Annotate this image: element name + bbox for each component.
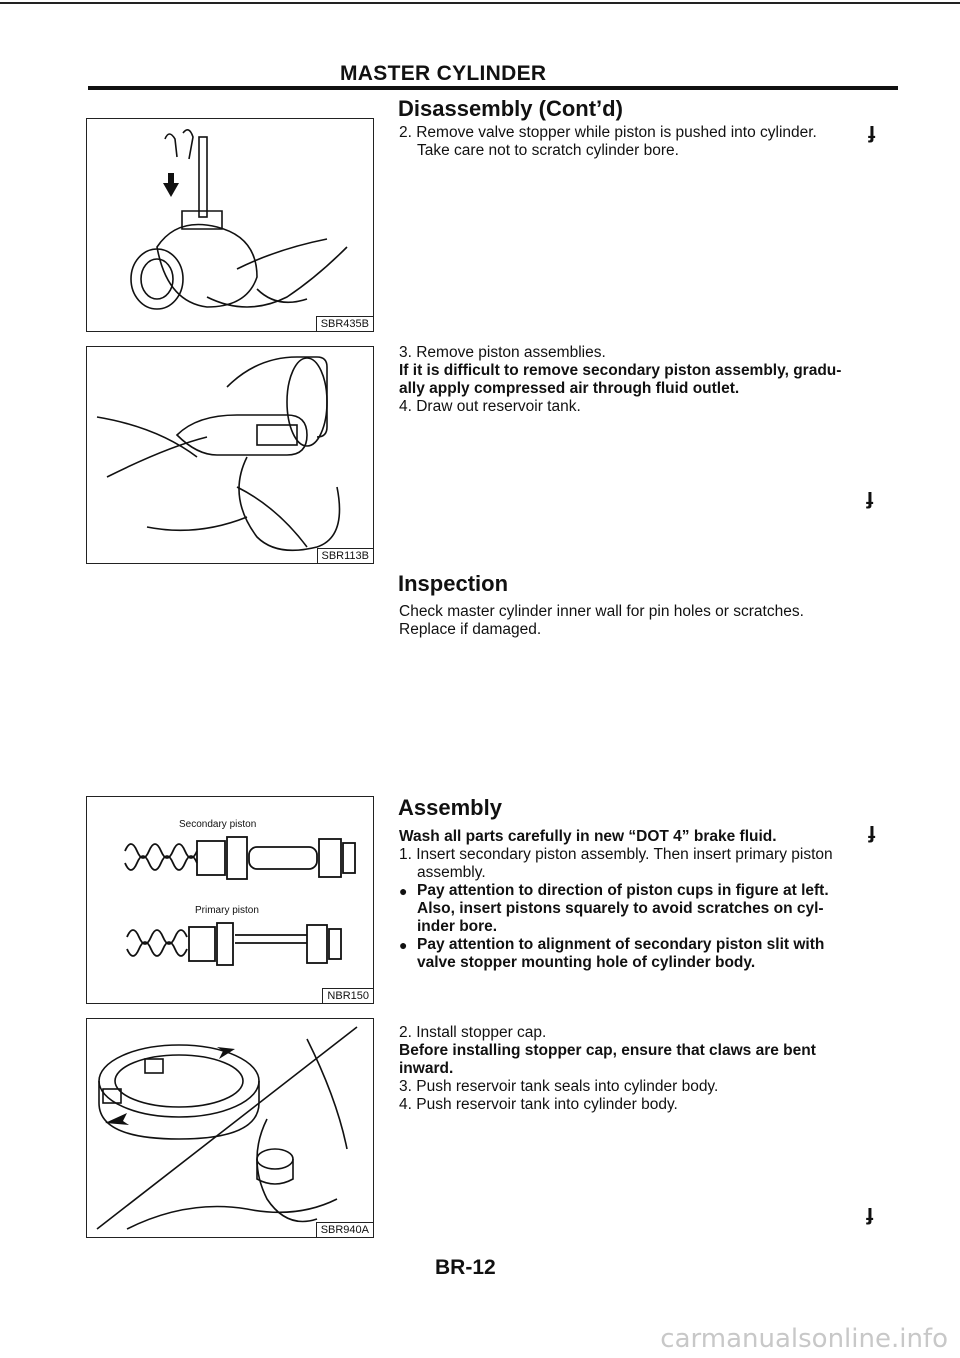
assembly-step2: 2. Install stopper cap. — [399, 1024, 547, 1041]
bullet-icon: ● — [399, 937, 408, 953]
assembly-step2-note-line2: inward. — [399, 1060, 454, 1077]
assembly-bullet1-line2: Also, insert pistons squarely to avoid scratches on cyl- — [417, 900, 824, 917]
valve-stopper-illustration — [87, 119, 373, 331]
bullet-icon: ● — [399, 883, 408, 899]
assembly-steps-2 — [399, 1024, 899, 1114]
revision-mark-icon: ɟ — [868, 118, 876, 143]
inspection-text — [399, 603, 899, 639]
assembly-intro: Wash all parts carefully in new “DOT 4” brake fluid. — [399, 828, 777, 845]
disassembly-step3-4 — [399, 344, 899, 416]
assembly-bullet2-line2: valve stopper mounting hole of cylinder body. — [417, 954, 756, 971]
inspection-line2: Replace if damaged. — [399, 621, 542, 638]
assembly-bullet2-line1: Pay attention to alignment of secondary piston slit with — [417, 936, 825, 953]
primary-piston-label: Primary piston — [195, 905, 259, 916]
figure-stopper-cap-install — [86, 1018, 374, 1238]
header-rule — [88, 86, 898, 90]
disassembly-step2-line2: Take care not to scratch cylinder bore. — [417, 142, 679, 159]
figure-piston-removal — [86, 346, 374, 564]
page-header-title: MASTER CYLINDER — [340, 62, 547, 85]
assembly-step2-note-line1: Before installing stopper cap, ensure that claws are bent — [399, 1042, 816, 1059]
assembly-bullet2 — [399, 936, 899, 972]
page-number: BR-12 — [435, 1256, 496, 1279]
revision-mark-icon: ɟ — [868, 818, 876, 843]
piston-assembly-illustration — [87, 797, 373, 1003]
disassembly-step3-note-line2: ally apply compressed air through fluid outlet. — [399, 380, 740, 397]
disassembly-title: Disassembly (Cont’d) — [398, 96, 623, 121]
disassembly-step2-line1: 2. Remove valve stopper while piston is pushed into cylinder. — [399, 124, 817, 141]
assembly-bullet1-line3: inder bore. — [417, 918, 498, 935]
top-border-line — [0, 2, 960, 4]
assembly-step1-line2: assembly. — [417, 864, 486, 881]
disassembly-step4: 4. Draw out reservoir tank. — [399, 398, 581, 415]
figure-piston-assemblies — [86, 796, 374, 1004]
disassembly-step3-note-line1: If it is difficult to remove secondary piston assembly, gradu- — [399, 362, 842, 379]
disassembly-step3: 3. Remove piston assemblies. — [399, 344, 606, 361]
inspection-title: Inspection — [398, 571, 509, 596]
figure-code: SBR940A — [316, 1222, 373, 1237]
watermark: carmanualsonline.info — [660, 1324, 948, 1354]
revision-mark-icon: ɟ — [866, 484, 874, 509]
secondary-piston-label: Secondary piston — [179, 819, 257, 830]
figure-valve-stopper-removal — [86, 118, 374, 332]
inspection-line1: Check master cylinder inner wall for pin holes or scratches. — [399, 603, 804, 620]
disassembly-step2 — [399, 124, 899, 160]
piston-removal-illustration — [87, 347, 373, 563]
assembly-steps — [399, 828, 899, 972]
assembly-bullet1 — [399, 882, 899, 936]
assembly-title: Assembly — [398, 795, 502, 820]
figure-code: SBR113B — [317, 548, 374, 563]
assembly-step1-line1: 1. Insert secondary piston assembly. Then insert primary piston — [399, 846, 833, 863]
figure-code: NBR150 — [322, 988, 373, 1003]
assembly-bullet1-line1: Pay attention to direction of piston cups in figure at left. — [417, 882, 829, 899]
assembly-step3: 3. Push reservoir tank seals into cylinder body. — [399, 1078, 719, 1095]
assembly-step4: 4. Push reservoir tank into cylinder body. — [399, 1096, 678, 1113]
figure-code: SBR435B — [316, 316, 373, 331]
stopper-cap-illustration — [87, 1019, 373, 1237]
revision-mark-icon: ɟ — [866, 1200, 874, 1225]
